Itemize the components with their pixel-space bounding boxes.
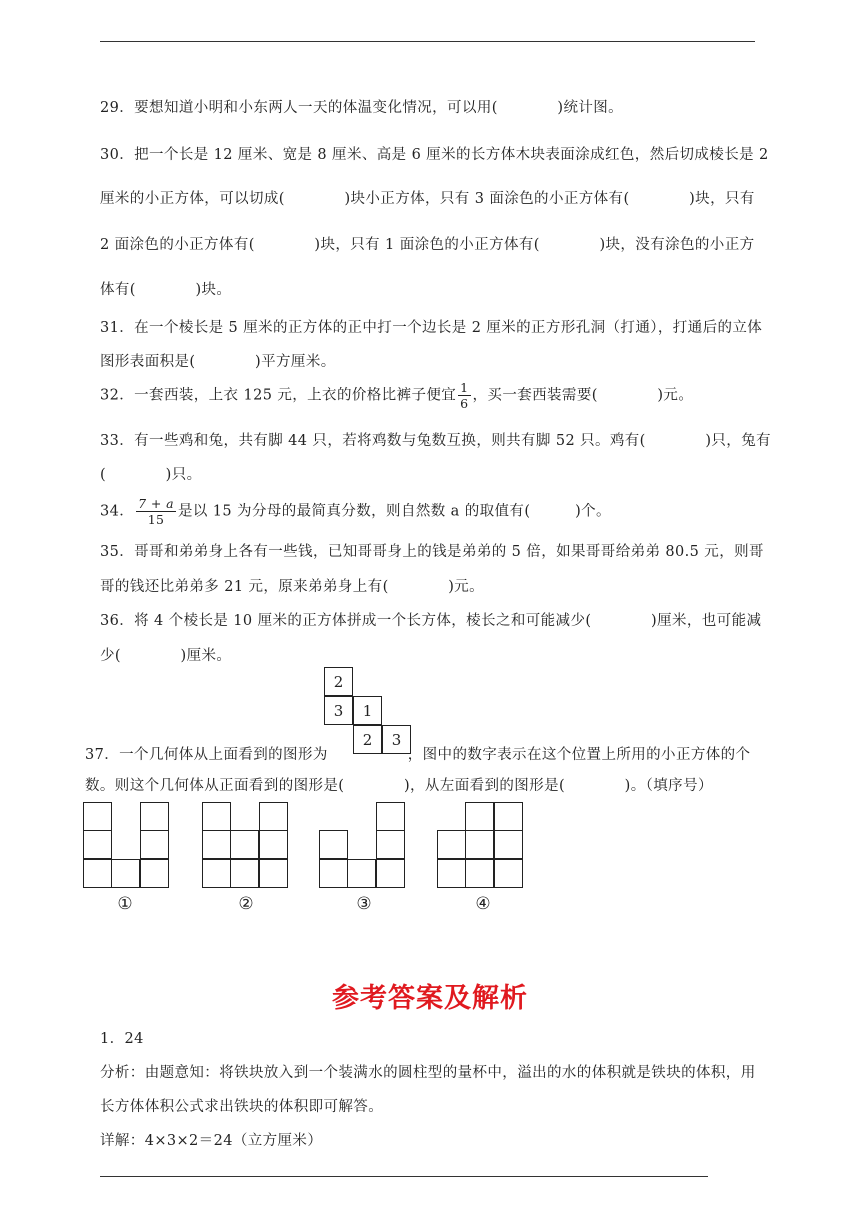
top-rule [100,41,755,42]
question-37-text-b: ，图中的数字表示在这个位置上所用的小正方体的个 [407,747,751,763]
top-view-cell: 2 [324,667,353,696]
question-35-line-1: 35．哥哥和弟弟身上各有一些钱，已知哥哥身上的钱是弟弟的 5 倍，如果哥哥给弟弟 80.5 元，则哥 [100,544,764,560]
question-30-line-4: 体有( )块。 [100,282,232,298]
question-33-line-1: 33．有一些鸡和兔，共有脚 44 只，若将鸡数与兔数互换，则共有脚 52 只。鸡有( )只，兔有 [100,433,771,449]
fraction-7-plus-a-over-15 [136,496,176,527]
question-35-line-2: 哥的钱还比弟弟多 21 元，原来弟弟身上有( )元。 [100,579,485,595]
top-view-cell: 2 [353,725,382,754]
option-2-label: ② [238,894,254,914]
option-3-label: ③ [356,894,372,914]
fraction-numerator: 7 + a [138,496,174,511]
top-view-cell: 3 [324,696,353,725]
question-29: 29．要想知道小明和小东两人一天的体温变化情况，可以用( )统计图。 [100,100,624,116]
answer-1-analysis-line-1: 分析：由题意知：将铁块放入到一个装满水的圆柱型的量杯中，溢出的水的体积就是铁块的体积，用 [100,1065,756,1081]
question-30-line-1: 30．把一个长是 12 厘米、宽是 8 厘米、高是 6 厘米的长方体木块表面涂成红色，然后切成棱长是 2 [100,147,769,163]
question-36-line-2: 少( )厘米。 [100,648,232,664]
question-30-line-3: 2 面涂色的小正方体有( )块，只有 1 面涂色的小正方体有( )块，没有涂色的小正方 [100,237,755,253]
question-37-line-2: 数。则这个几何体从正面看到的图形是( )，从左面看到的图形是( )。（填序号） [85,778,713,794]
question-32-text-b: ，买一套西装需要( )元。 [472,387,694,404]
question-30-line-2: 厘米的小正方体，可以切成( )块小正方体，只有 3 面涂色的小正方体有( )块，只有 [100,191,755,207]
question-32 [100,380,693,411]
top-view-cell: 3 [382,725,411,754]
answer-1: 1．24 [100,1031,144,1047]
answer-1-analysis-line-2: 长方体体积公式求出铁块的体积即可解答。 [100,1099,384,1115]
option-1-label: ① [117,894,133,914]
fraction-denominator: 15 [147,512,165,527]
top-view-cell: 1 [353,696,382,725]
answers-title: 参考答案及解析 [332,983,528,1014]
question-34 [100,496,611,527]
question-31-line-1: 31．在一个棱长是 5 厘米的正方体的正中打一个边长是 2 厘米的正方形孔洞（打通），打通后的立体 [100,320,763,336]
top-view-figure [324,667,412,755]
question-37-line-1 [85,743,750,764]
fraction-denominator: 6 [460,396,469,411]
question-34-number: 34． [100,503,135,520]
question-36-line-1: 36．将 4 个棱长是 10 厘米的正方体拼成一个长方体，棱长之和可能减少( )厘米，也可能减 [100,613,762,629]
fraction-one-sixth [458,380,470,411]
question-34-text: 是以 15 为分母的最简真分数，则自然数 a 的取值有( )个。 [177,503,611,520]
fraction-numerator: 1 [460,380,469,395]
option-4-label: ④ [475,894,491,914]
question-32-text-a: 32．一套西装，上衣 125 元，上衣的价格比裤子便宜 [100,387,457,404]
answer-1-detail: 详解：4×3×2＝24（立方厘米） [100,1133,323,1149]
bottom-rule [100,1176,708,1177]
question-31-line-2: 图形表面积是( )平方厘米。 [100,354,336,370]
question-37-text-a: 37．一个几何体从上面看到的图形为 [85,747,328,763]
question-33-line-2: ( )只。 [100,467,202,483]
